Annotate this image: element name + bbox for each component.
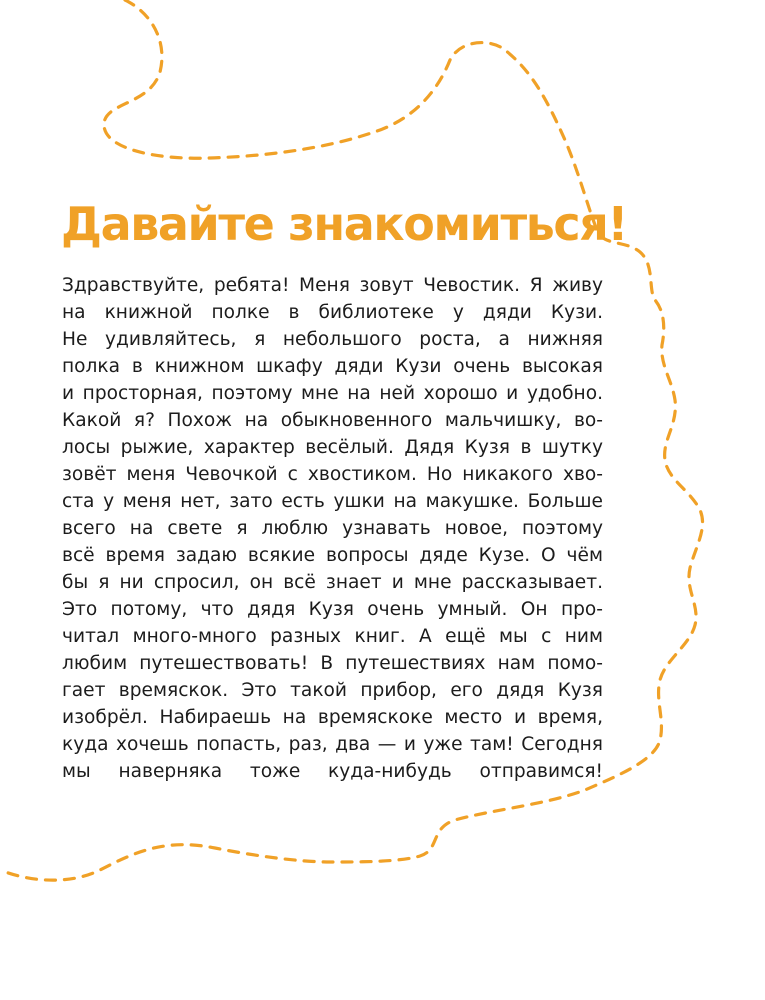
text-line: любим путешествовать! В путешествиях нам помо- [62, 653, 603, 674]
text-line: лосы рыжие, характер весёлый. Дядя Кузя в шутку [62, 437, 603, 458]
text-line: Это потому, что дядя Кузя очень умный. Он про- [62, 599, 603, 620]
text-line: зовёт меня Чевочкой с хвостиком. Но никакого хво- [62, 464, 603, 485]
text-line: бы я ни спросил, он всё знает и мне рассказывает. [62, 572, 603, 593]
text-line: полка в книжном шкафу дяди Кузи очень высокая [62, 356, 603, 377]
text-line: изобрёл. Набираешь на времяскоке место и время, [62, 707, 603, 728]
text-line: всего на свете я люблю узнавать новое, поэтому [62, 518, 603, 539]
body-paragraph [62, 272, 603, 785]
text-line: Не удивляйтесь, я небольшого роста, а нижняя [62, 329, 603, 350]
text-line: Здравствуйте, ребята! Меня зовут Чевостик. Я живу [62, 275, 603, 296]
page-heading: Давайте знакомиться! [61, 197, 628, 251]
text-line: ста у меня нет, зато есть ушки на макушке. Больше [62, 491, 603, 512]
text-line: куда хочешь попасть, раз, два — и уже там! Сегодня [62, 734, 603, 755]
text-line: Какой я? Похож на обыкновенного мальчишку, во- [62, 410, 603, 431]
text-line: на книжной полке в библиотеке у дяди Кузи. [62, 302, 603, 323]
text-line: гает времяскок. Это такой прибор, его дядя Кузя [62, 680, 603, 701]
text-line: мы наверняка тоже куда-нибудь отправимся! [62, 761, 603, 782]
text-line: всё время задаю всякие вопросы дяде Кузе. О чём [62, 545, 603, 566]
text-line: читал много-много разных книг. А ещё мы с ним [62, 626, 603, 647]
text-line: и просторная, поэтому мне на ней хорошо и удобно. [62, 383, 603, 404]
